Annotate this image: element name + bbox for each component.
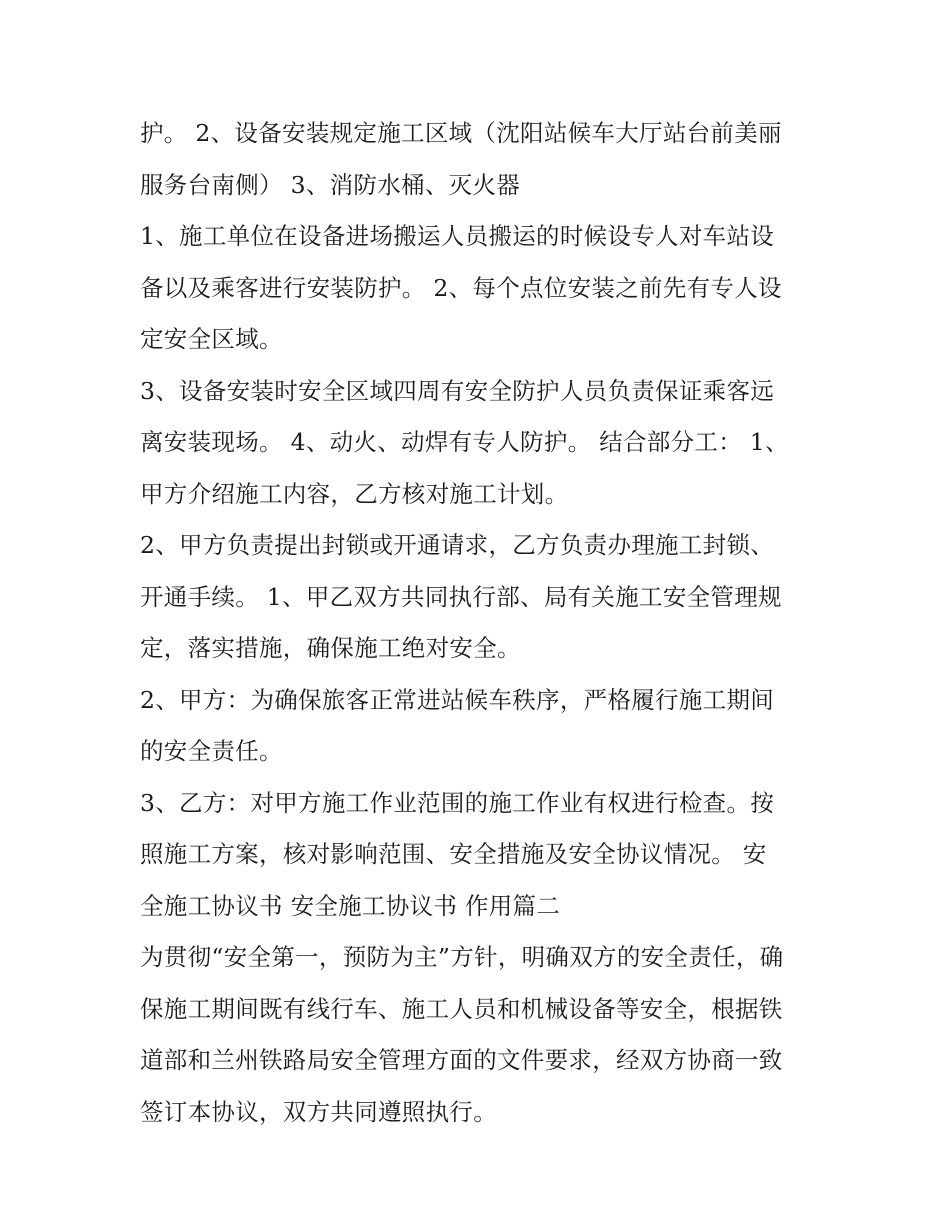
text-line: 备以及乘客进行安装防护。 2、每个点位安装之前先有专人设 — [140, 273, 782, 302]
text-line: 1、施工单位在设备进场搬运人员搬运的时候设专人对车站设 — [140, 222, 775, 250]
text-line: 服务台南侧） 3、消防水桶、灭火器 — [140, 170, 521, 199]
text-line: 3、设备安装时安全区域四周有安全防护人员负责保证乘客远 — [140, 376, 775, 405]
text-line: 离安装现场。 4、动火、动焊有专人防护。 结合部分工： 1、 — [140, 428, 789, 456]
text-line: 3、乙方：对甲方施工作业范围的施工作业有权进行检查。按 — [140, 788, 775, 817]
text-line: 护。 2、设备安装规定施工区域（沈阳站候车大厅站台前美丽 — [140, 119, 782, 147]
text-line: 定安全区域。 — [140, 325, 283, 353]
text-line: 甲方介绍施工内容，乙方核对施工计划。 — [140, 479, 569, 508]
text-line: 道部和兰州铁路局安全管理方面的文件要求，经双方协商一致 — [140, 1046, 783, 1074]
document-body — [140, 108, 820, 1138]
text-line: 2、甲方：为确保旅客正常进站候车秩序，严格履行施工期间 — [140, 685, 775, 714]
text-line: 定，落实措施，确保施工绝对安全。 — [140, 634, 521, 662]
text-line: 开通手续。 1、甲乙双方共同执行部、局有关施工安全管理规 — [140, 582, 782, 611]
text-line: 2、甲方负责提出封锁或开通请求，乙方负责办理施工封锁、 — [140, 531, 775, 559]
text-line: 全施工协议书 安全施工协议书 作用篇二 — [140, 891, 561, 920]
text-line: 签订本协议，双方共同遵照执行。 — [140, 1097, 497, 1126]
text-line: 为贯彻“安全第一，预防为主”方针，明确双方的安全责任，确 — [140, 943, 784, 971]
text-line: 的安全责任。 — [140, 737, 283, 765]
text-line: 照施工方案，核对影响范围、安全措施及安全协议情况。 安 — [140, 840, 767, 868]
text-line: 保施工期间既有线行车、施工人员和机械设备等安全，根据铁 — [140, 994, 783, 1023]
